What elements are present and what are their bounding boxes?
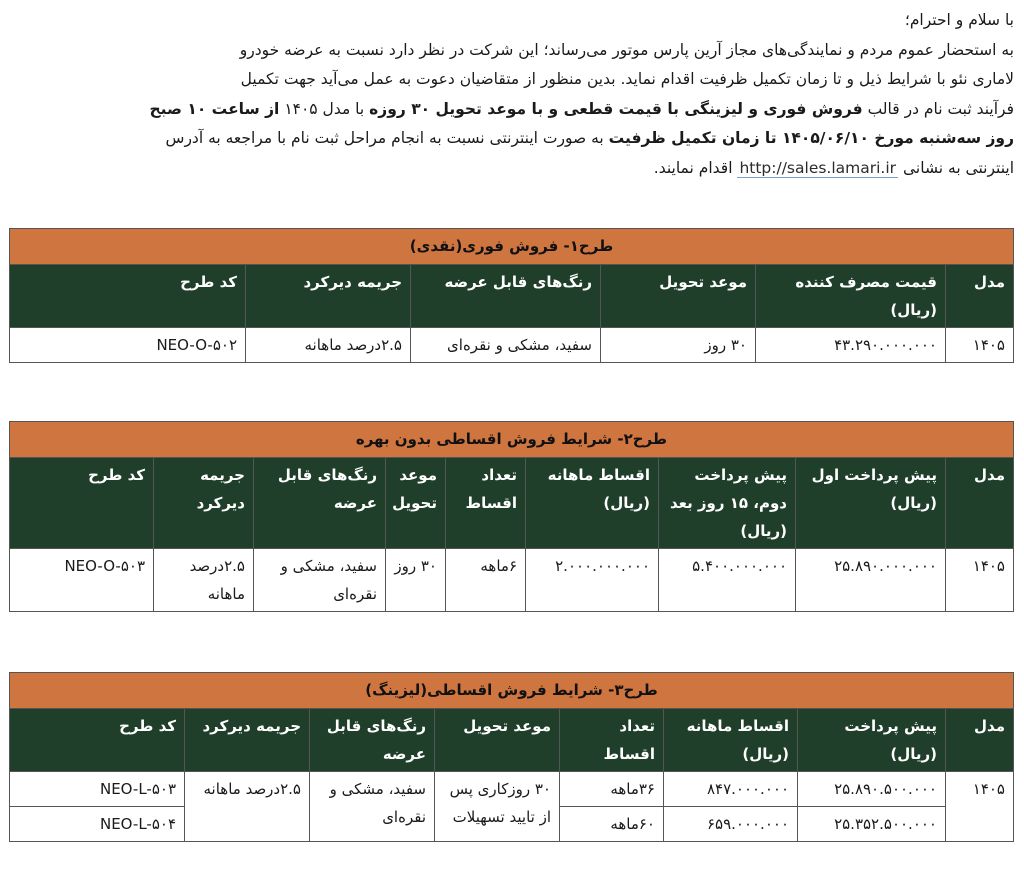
plan3-prepay-1: ۲۵.۸۹۰.۵۰۰.۰۰۰ [798, 772, 946, 807]
intro-line-5-a: اینترنتی به نشانی [902, 158, 1014, 177]
plan3-delivery: ۳۰ روزکاری پس از تایید تسهیلات [435, 772, 560, 842]
plan1-code: NEO-O-۵۰۲ [9, 328, 245, 363]
intro-line-5 [10, 154, 1014, 184]
plan1-header-model: مدل [946, 265, 1014, 328]
greeting: با سلام و احترام؛ [904, 11, 1014, 29]
plan2-title: طرح۲- شرایط فروش اقساطی بدون بهره [9, 422, 1013, 458]
plan2-count: ۶ماهه [446, 549, 526, 612]
plan2-header-prepay1: پیش پرداخت اول (ریال) [796, 458, 946, 549]
plan2-header-code: کد طرح [9, 458, 153, 549]
plan3-penalty: ۲.۵درصد ماهانه [185, 772, 310, 842]
plan2-installment: ۲.۰۰۰.۰۰۰.۰۰۰ [526, 549, 659, 612]
plan3-header-delivery: موعد تحویل [435, 709, 560, 772]
plan3-header-count: تعداد اقساط [560, 709, 664, 772]
plan2-header-penalty: جریمه دیرکرد [154, 458, 254, 549]
plan2-prepay1: ۲۵.۸۹۰.۰۰۰.۰۰۰ [796, 549, 946, 612]
plan3-count-2: ۶۰ماهه [560, 807, 664, 842]
plan2-penalty: ۲.۵درصد ماهانه [154, 549, 254, 612]
table-row [9, 549, 1013, 612]
plan3-header-prepay: پیش پرداخت (ریال) [798, 709, 946, 772]
table-row [10, 772, 1014, 807]
plan2-header-prepay2: پیش پرداخت دوم، ۱۵ روز بعد (ریال) [659, 458, 796, 549]
plan1-header-penalty: جریمه دیرکرد [246, 265, 411, 328]
plan3-prepay-2: ۲۵.۳۵۲.۵۰۰.۰۰۰ [798, 807, 946, 842]
plan3-count-1: ۳۶ماهه [560, 772, 664, 807]
plan1-header-price: قیمت مصرف کننده (ریال) [756, 265, 946, 328]
plan3-header-penalty: جریمه دیرکرد [185, 709, 310, 772]
plan1-model: ۱۴۰۵ [946, 328, 1014, 363]
plan3-code-2: NEO-L-۵۰۴ [10, 807, 185, 842]
plan1-price: ۴۳.۲۹۰.۰۰۰.۰۰۰ [756, 328, 946, 363]
plan1-header-delivery: موعد تحویل [601, 265, 756, 328]
plan1-colors: سفید، مشکی و نقره‌ای [411, 328, 601, 363]
plan3-colors: سفید، مشکی و نقره‌ای [310, 772, 435, 842]
plan2-model: ۱۴۰۵ [946, 549, 1014, 612]
plan2-code: NEO-O-۵۰۳ [9, 549, 153, 612]
plan3-model: ۱۴۰۵ [946, 772, 1014, 842]
intro-line-2: لاماری نئو با شرایط ذیل و تا زمان تکمیل ظرفیت اقدام نماید. بدین منظور از متقاضیان دعوت به عمل می‌آید جهت تکمیل [240, 70, 1014, 88]
plan1-table [9, 228, 1014, 363]
intro-line-4 [10, 124, 1014, 154]
plan1-header-code: کد طرح [9, 265, 245, 328]
plan3-code-1: NEO-L-۵۰۳ [10, 772, 185, 807]
plan1-title: طرح۱- فروش فوری(نقدی) [9, 229, 1013, 265]
plan1-delivery: ۳۰ روز [601, 328, 756, 363]
plan3-installment-2: ۶۵۹.۰۰۰.۰۰۰ [664, 807, 798, 842]
plan3-title: طرح۳- شرایط فروش اقساطی(لیزینگ) [10, 673, 1014, 709]
plan2-table [9, 421, 1014, 612]
intro-line-3-c: با مدل ۱۴۰۵ [284, 99, 365, 118]
intro-line-3 [10, 95, 1014, 125]
plan3-table [9, 672, 1014, 842]
plan3-header-colors: رنگ‌های قابل عرضه [310, 709, 435, 772]
intro-line-3-b: فروش فوری و لیزینگی با قیمت قطعی و با موعد تحویل ۳۰ روزه [369, 99, 863, 118]
intro-line-4-a: روز سه‌شنبه مورخ ۱۴۰۵/۰۶/۱۰ تا زمان تکمیل ظرفیت [608, 129, 1014, 147]
sales-link[interactable]: http://sales.lamari.ir [739, 158, 897, 177]
plan3-header-code: کد طرح [10, 709, 185, 772]
intro-line-3-d: از ساعت ۱۰ صبح [149, 99, 280, 118]
plan2-header-model: مدل [946, 458, 1014, 549]
plan2-delivery: ۳۰ روز [386, 549, 446, 612]
plan2-header-installment: اقساط ماهانه (ریال) [526, 458, 659, 549]
table-row [9, 328, 1013, 363]
plan2-header-colors: رنگ‌های قابل عرضه [254, 458, 386, 549]
plan3-header-installment: اقساط ماهانه (ریال) [664, 709, 798, 772]
plan1-penalty: ۲.۵درصد ماهانه [246, 328, 411, 363]
plan2-header-count: تعداد اقساط [446, 458, 526, 549]
plan2-header-delivery: موعد تحویل [386, 458, 446, 549]
intro-line-4-b: به صورت اینترنتی نسبت به انجام مراحل ثبت نام با مراجعه به آدرس [165, 129, 604, 147]
plan2-colors: سفید، مشکی و نقره‌ای [254, 549, 386, 612]
intro-line-1: به استحضار عموم مردم و نمایندگی‌های مجاز آرین پارس موتور می‌رساند؛ این شرکت در نظر دارد نسبت به عرضه خودرو [239, 40, 1014, 59]
plan3-header-model: مدل [946, 709, 1014, 772]
intro-line-5-b: اقدام نمایند. [653, 158, 733, 177]
plan3-installment-1: ۸۴۷.۰۰۰.۰۰۰ [664, 772, 798, 807]
plan2-prepay2: ۵.۴۰۰.۰۰۰.۰۰۰ [659, 549, 796, 612]
intro-line-3-a: فرآیند ثبت نام در قالب [867, 99, 1014, 118]
intro-text [10, 6, 1014, 183]
plan1-header-colors: رنگ‌های قابل عرضه [411, 265, 601, 328]
